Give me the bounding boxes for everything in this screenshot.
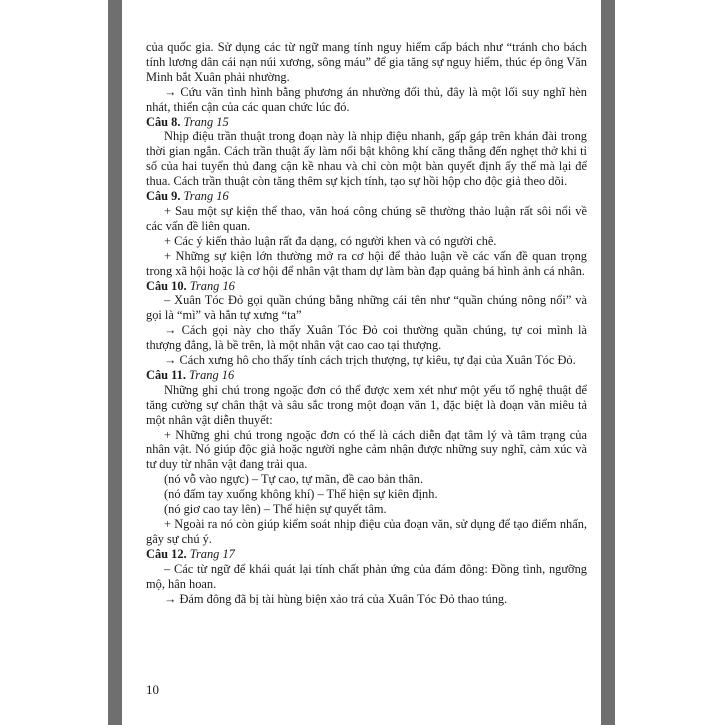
body-paragraph: (nó giơ cao tay lên) – Thể hiện sự quyết tâm. <box>164 502 387 517</box>
page-reference: Trang 16 <box>189 278 235 293</box>
book-page <box>122 0 601 725</box>
body-paragraph: Nhịp điệu trần thuật trong đoạn này là nhịp điệu nhanh, gấp gáp trên khán đài trong thời gian ngắn. Cách trần thuật ấy làm nổi bật không khí căng thẳng đến nghẹt thở khi tỉ số của hai tuyển thủ đang cận kề nhau và chỉ còn một bàn quyết định ấy thế mà lại để thua. Cách trần thuật còn tăng thêm sự kịch tính, tạo sự hồi hộp cho độc giả theo dõi. <box>146 129 587 189</box>
question-label: Câu 8. <box>146 114 181 129</box>
left-border <box>108 0 122 725</box>
body-paragraph: → Cách gọi này cho thấy Xuân Tóc Đỏ coi thường quần chúng, tự coi mình là thượng đẳng, là bề trên, là một nhân vật cao cao tại thượng. <box>146 323 587 353</box>
page-reference: Trang 16 <box>189 367 235 382</box>
question-heading <box>146 279 587 294</box>
question-label: Câu 10. <box>146 278 187 293</box>
question-heading <box>146 115 587 130</box>
body-paragraph: (nó đấm tay xuống không khí) – Thể hiện sự kiên định. <box>164 487 438 502</box>
question-label: Câu 12. <box>146 546 187 561</box>
body-paragraph: + Những sự kiện lớn thường mở ra cơ hội để thảo luận về các vấn đề quan trọng trong xã hội hoặc là cơ hội để nhân vật tham dự làm bàn đạp quảng bá hình ảnh cá nhân. <box>146 248 587 278</box>
body-paragraph: → Cứu vãn tình hình bằng phương án nhường đối thủ, đây là một lối suy nghĩ hèn nhát, thiển cận của các quan chức lúc đó. <box>146 84 587 114</box>
body-paragraph: → Cách xưng hô cho thấy tính cách trịch thượng, tự kiêu, tự đại của Xuân Tóc Đỏ. <box>164 353 576 368</box>
page-reference: Trang 17 <box>189 546 235 561</box>
body-paragraph: + Sau một sự kiện thể thao, văn hoá công chúng sẽ thường thảo luận rất sôi nổi về các vấn đề liên quan. <box>146 203 587 233</box>
question-heading <box>146 368 587 383</box>
page-reference: Trang 15 <box>183 114 229 129</box>
question-label: Câu 11. <box>146 367 186 382</box>
body-paragraph: – Xuân Tóc Đỏ gọi quần chúng bằng những cái tên như “quần chúng nông nổi” và gọi là “mì” và hắn tự xưng “ta” <box>146 293 587 323</box>
question-heading <box>146 189 587 204</box>
body-paragraph: của quốc gia. Sử dụng các từ ngữ mang tính nguy hiểm cấp bách như “tránh cho bách tính lương dân cái nạn núi xương, sông máu” để gia tăng sự nguy hiểm, thúc ép ông Văn Minh bắt Xuân phải nhường. <box>146 40 587 84</box>
question-label: Câu 9. <box>146 189 181 204</box>
body-paragraph: Những ghi chú trong ngoặc đơn có thể được xem xét như một yếu tố nghệ thuật để tăng cường sự chân thật và sâu sắc trong một đoạn văn 1, đặc biệt là đoạn văn miêu tả một nhân vật diễn thuyết: <box>146 382 587 427</box>
body-paragraph: → Đám đông đã bị tài hùng biện xảo trá của Xuân Tóc Đỏ thao túng. <box>164 591 508 606</box>
page-body <box>146 40 587 606</box>
body-paragraph: + Các ý kiến thảo luận rất đa dạng, có người khen và có người chê. <box>164 233 497 248</box>
body-paragraph: (nó vỗ vào ngực) – Tự cao, tự mãn, đề cao bản thân. <box>164 472 424 487</box>
question-heading <box>146 547 587 562</box>
body-paragraph: + Những ghi chú trong ngoặc đơn có thể là cách diễn đạt tâm lý và tâm trạng của nhân vật. Nó giúp độc giả hoặc người nghe cảm nhận được những suy nghĩ, cảm xúc và tư duy từ nhân vật đang trải qua. <box>146 427 587 472</box>
page-number: 10 <box>146 682 159 697</box>
body-paragraph: – Các từ ngữ để khái quát lại tính chất phản ứng của đám đông: Đồng tình, ngưỡng mộ, hân hoan. <box>146 561 587 591</box>
body-paragraph: + Ngoài ra nó còn giúp kiểm soát nhịp điệu của đoạn văn, sử dụng để tạo điểm nhấn, gây sự chú ý. <box>146 517 587 546</box>
page-reference: Trang 16 <box>183 189 229 204</box>
right-border <box>601 0 615 725</box>
